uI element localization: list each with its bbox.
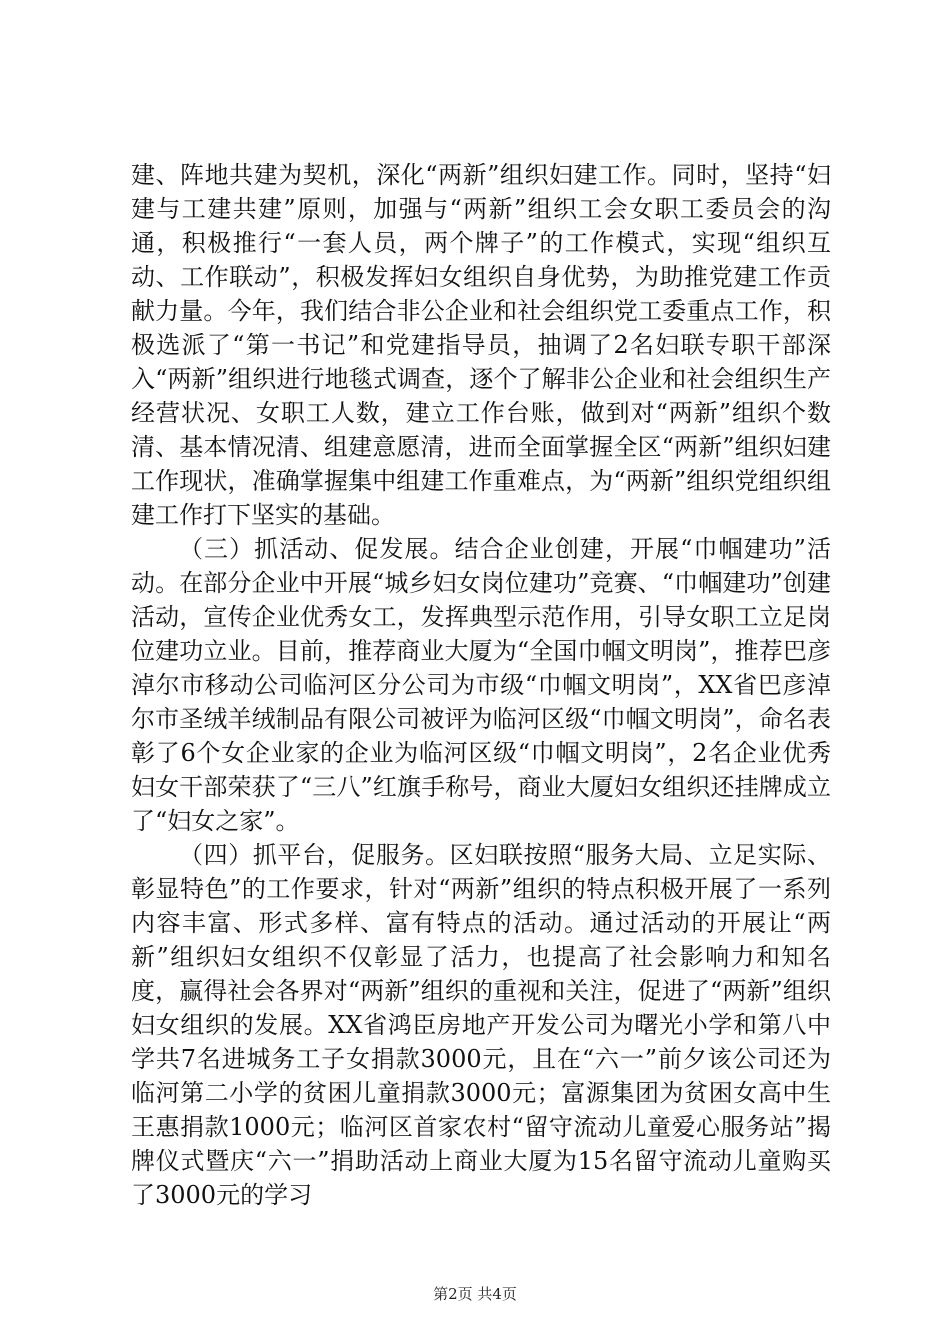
body-paragraph-1: 建、阵地共建为契机，深化“两新”组织妇建工作。同时，坚持“妇建与工建共建”原则，加强与“两新”组织工会女职工委员会的沟通，积极推行“一套人员，两个牌子”的工作模式，实现“组织互动、工作联动”，积极发挥妇女组织自身优势，为助推党建工作贡献力量。今年，我们结合非公企业和社会组织党工委重点工作，积极选派了“第一书记”和党建指导员，抽调了2名妇联专职干部深入“两新”组织进行地毯式调查，逐个了解非公企业和社会组织生产经营状况、女职工人数，建立工作台账，做到对“两新”组织个数清、基本情况清、组建意愿清，进而全面掌握全区“两新”组织妇建工作现状，准确掌握集中组建工作重难点，为“两新”组织党组织组建工作打下坚实的基础。 [131, 161, 831, 529]
page-number-footer: 第2页 共4页 [433, 1285, 517, 1303]
body-paragraph-3: （四）抓平台，促服务。区妇联按照“服务大局、立足实际、彰显特色”的工作要求，针对“两新”组织的特点积极开展了一系列内容丰富、形式多样、富有特点的活动。通过活动的开展让“两新”组织妇女组织不仅彰显了活力，也提高了社会影响力和知名度，赢得社会各界对“两新”组织的重视和关注，促进了“两新”组织妇女组织的发展。XX省鸿臣房地产开发公司为曙光小学和第八中学共7名进城务工子女捐款3000元，且在“六一”前夕该公司还为临河第二小学的贫困儿童捐款3000元；富源集团为贫困女高中生王惠捐款1000元；临河区首家农村“留守流动儿童爱心服务站”揭牌仪式暨庆“六一”捐助活动上商业大厦为15名留守流动儿童购买了3000元的学习 [131, 841, 831, 1209]
document-body [131, 158, 831, 1212]
body-paragraph-2: （三）抓活动、促发展。结合企业创建，开展“巾帼建功”活动。在部分企业中开展“城乡妇女岗位建功”竞赛、“巾帼建功”创建活动，宣传企业优秀女工，发挥典型示范作用，引导女职工立足岗位建功立业。目前，推荐商业大厦为“全国巾帼文明岗”，推荐巴彦淖尔市移动公司临河区分公司为市级“巾帼文明岗”，XX省巴彦淖尔市圣绒羊绒制品有限公司被评为临河区级“巾帼文明岗”，命名表彰了6个女企业家的企业为临河区级“巾帼文明岗”，2名企业优秀妇女干部荣获了“三八”红旗手称号，商业大厦妇女组织还挂牌成立了“妇女之家”。 [131, 535, 831, 835]
